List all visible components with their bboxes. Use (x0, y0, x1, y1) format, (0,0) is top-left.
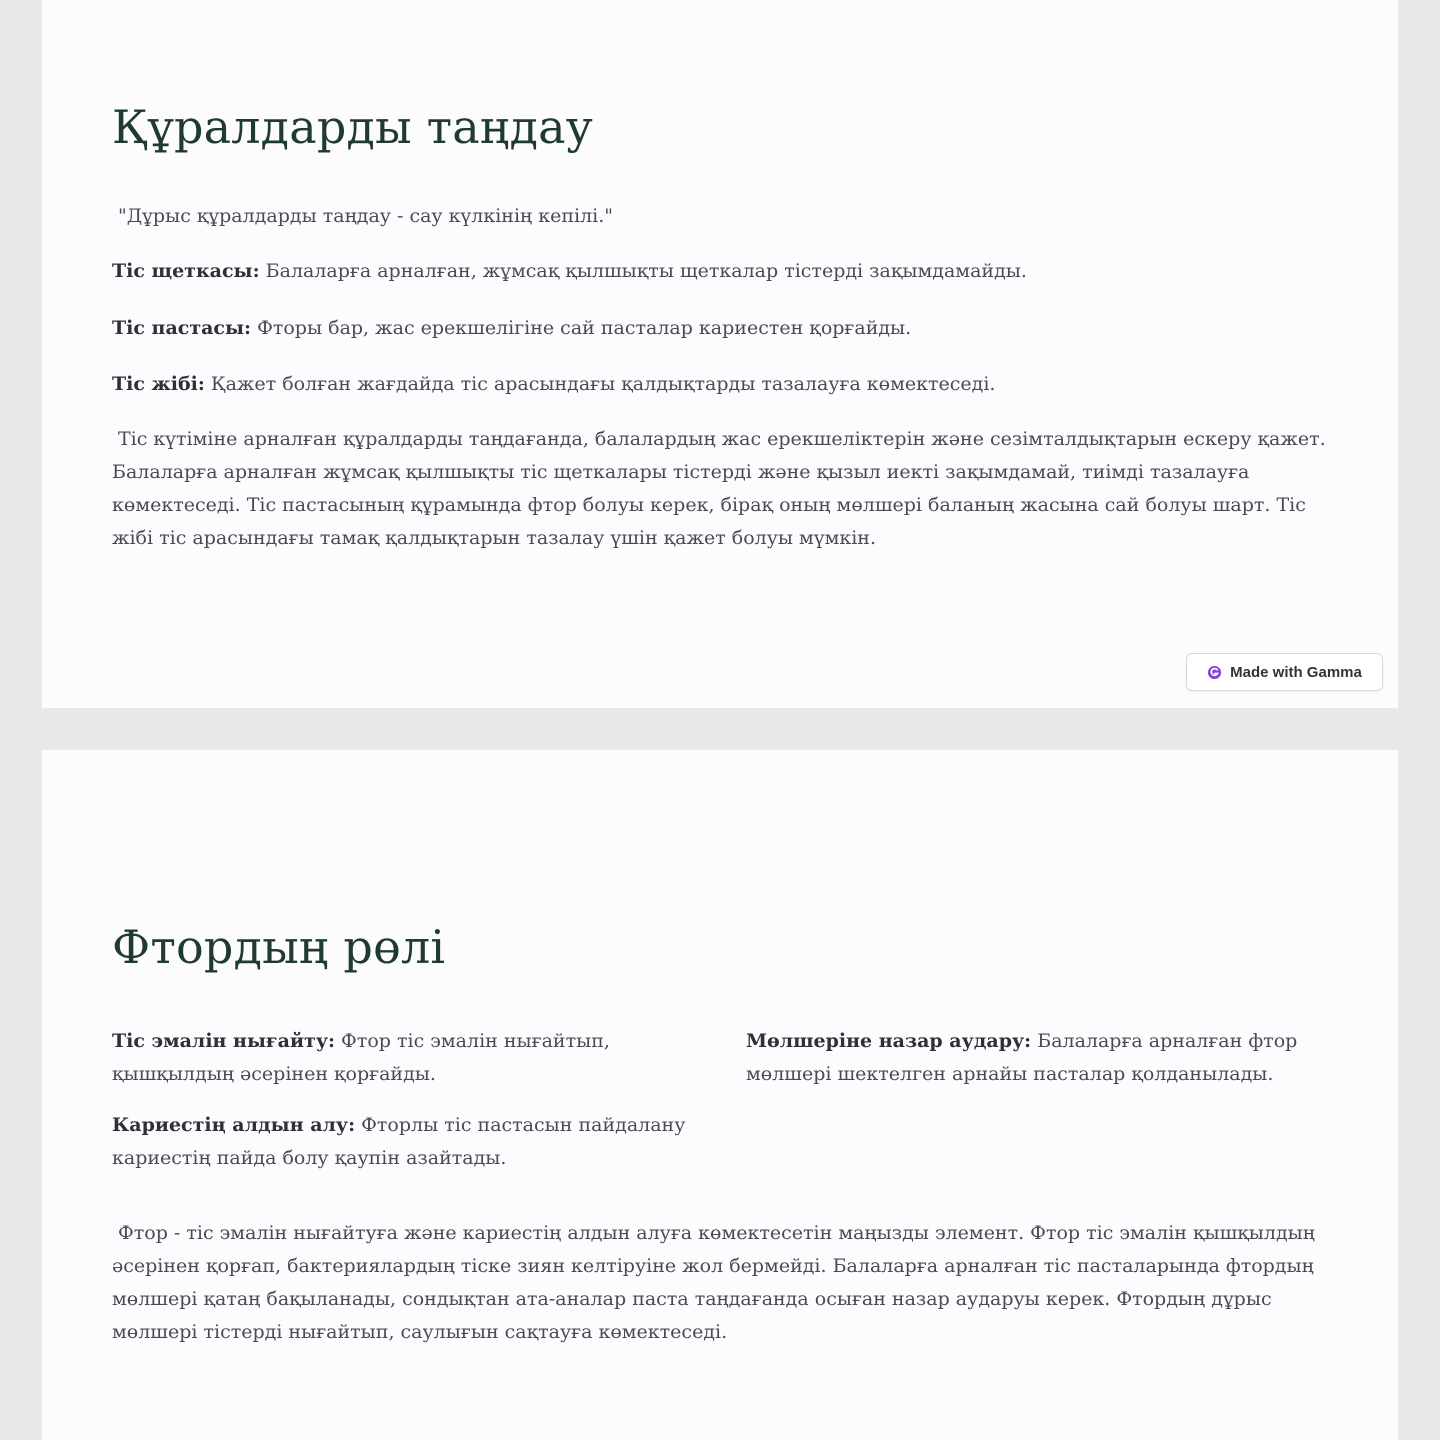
item-toothbrush (112, 255, 1027, 288)
item-text: Балаларға арналған фтор мөлшері шектелген арнайы пасталар қолданылады. (746, 1030, 1298, 1085)
item-label: Тіс пастасы: (112, 317, 252, 339)
item-toothpaste (112, 312, 911, 345)
item-dosage (746, 1025, 1346, 1091)
item-strengthen-enamel (112, 1025, 712, 1091)
badge-label: Made with Gamma (1230, 663, 1362, 681)
item-text: Фторлы тіс пастасын пайдалану кариестің пайда болу қаупін азайтады. (112, 1114, 686, 1169)
item-label: Тіс жібі: (112, 373, 205, 395)
item-label: Кариестің алдын алу: (112, 1114, 356, 1136)
item-text: Фтор тіс эмалін нығайтып, қышқылдың әсерінен қорғайды. (112, 1030, 610, 1085)
item-label: Тіс щеткасы: (112, 260, 260, 282)
item-text: Қажет болған жағдайда тіс арасындағы қалдықтарды тазалауға көмектеседі. (204, 373, 996, 395)
item-label: Мөлшеріне назар аудару: (746, 1030, 1032, 1052)
slide-card-tools (42, 0, 1398, 708)
item-label: Тіс эмалін нығайту: (112, 1030, 336, 1052)
item-text: Фторы бар, жас ерекшелігіне сай пасталар кариестен қорғайды. (251, 317, 912, 339)
item-caries-prevention (112, 1109, 712, 1175)
item-floss (112, 368, 995, 401)
body-paragraph: Фтор - тіс эмалін нығайтуға және кариестің алдын алуға көмектесетін маңызды элемент. Фтор тіс эмалін қышқылдың әсерінен қорғап, бактериялардың тіске зиян келтіруіне жол бермейді. Балаларға арналған тіс пасталарында фтордың мөлшері қатаң бақыланады, сондықтан ата-аналар паста таңдағанда осыған назар аударуы керек. Фтордың дұрыс мөлшері тістерді нығайтып, саулығын сақтауға көмектеседі. (112, 1222, 1315, 1343)
section-title: Құралдарды таңдау (112, 100, 594, 154)
body-paragraph: Тіс күтіміне арналған құралдарды таңдағанда, балалардың жас ерекшеліктерін және сезімталдықтарын ескеру қажет. Балаларға арналған жұмсақ қылшықты тіс щеткалары тістерді және қызыл иекті зақымдамай, тиімді тазалауға көмектеседі. Тіс пастасының құрамында фтор болуы керек, бірақ оның мөлшері баланың жасына сай болуы шарт. Тіс жібі тіс арасындағы тамақ қалдықтарын тазалау үшін қажет болуы мүмкін. (112, 428, 1326, 549)
item-text: Балаларға арналған, жұмсақ қылшықты щеткалар тістерді зақымдамайды. (259, 260, 1027, 282)
quote-text: "Дұрыс құралдарды таңдау - сау күлкінің кепілі." (118, 205, 614, 227)
section-title: Фтордың рөлі (112, 920, 446, 974)
gamma-logo-icon (1207, 665, 1222, 680)
made-with-gamma-button[interactable] (1186, 653, 1383, 691)
slide-card-fluoride (42, 750, 1398, 1440)
